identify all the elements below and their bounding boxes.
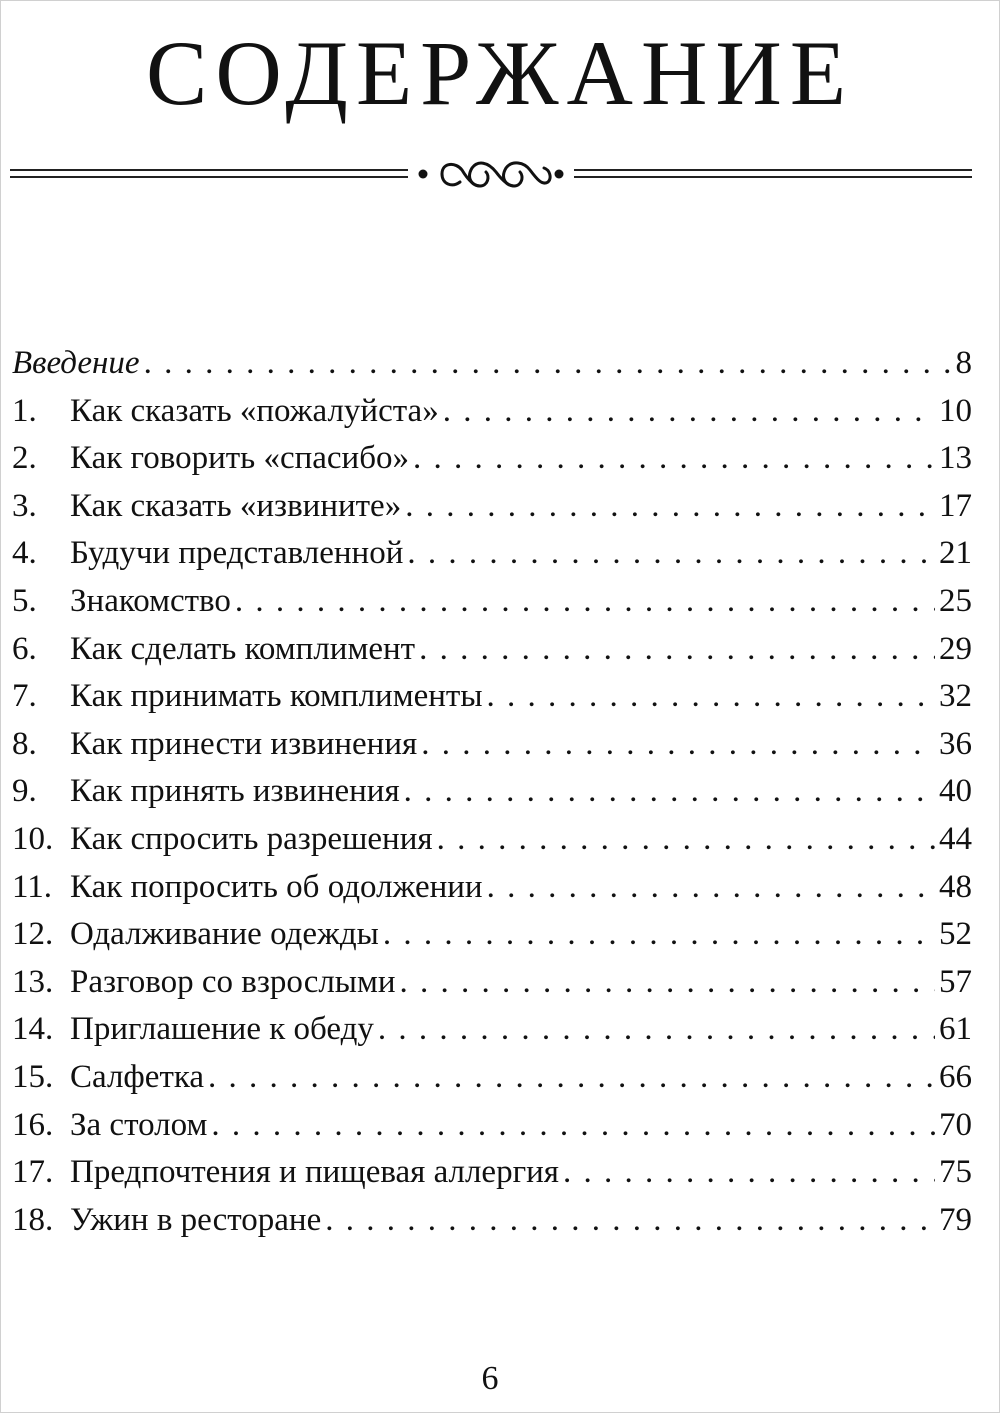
toc-entry-number: 16. <box>12 1106 54 1143</box>
toc-entry-number: 4. <box>12 535 37 572</box>
toc-entry-page: 70 <box>939 1106 972 1143</box>
toc-entry-title: Одалживание одежды <box>70 916 379 953</box>
toc-entry-page: 44 <box>939 820 972 857</box>
toc-dot-leader <box>487 864 935 912</box>
toc-entry-title: Разговор со взрослыми <box>70 963 396 1000</box>
toc-entry-intro[interactable] <box>12 340 972 388</box>
toc-dot-leader <box>378 1006 935 1054</box>
toc-dot-leader <box>235 578 935 626</box>
toc-entry-title: Салфетка <box>70 1058 205 1095</box>
toc-dot-leader <box>437 816 935 864</box>
toc-entry-page: 48 <box>939 868 972 905</box>
toc-entry[interactable] <box>12 768 972 816</box>
page-number: 6 <box>481 1360 499 1397</box>
toc-entry-page: 52 <box>939 916 972 953</box>
toc-dot-leader <box>563 1149 935 1197</box>
toc-entry-title: Приглашение к обеду <box>70 1011 374 1048</box>
page-title: СОДЕРЖАНИЕ <box>145 22 855 124</box>
flourish-divider-icon <box>10 156 972 196</box>
toc-entry-number: 15. <box>12 1058 54 1095</box>
toc-entry-number: 3. <box>12 487 37 524</box>
toc-entry-title: Как сказать «пожалуйста» <box>70 392 439 429</box>
toc-entry-title: Как сделать комплимент <box>70 630 416 667</box>
toc-entry[interactable] <box>12 578 972 626</box>
toc-entry-title: Как принести извинения <box>70 725 418 762</box>
toc-entry-number: 8. <box>12 725 37 762</box>
toc-entry-number: 17. <box>12 1154 54 1191</box>
toc-dot-leader <box>325 1197 935 1245</box>
toc-entry-number: 5. <box>12 582 37 619</box>
toc-entry-number: 1. <box>12 392 37 429</box>
toc-dot-leader <box>400 959 935 1007</box>
toc-dot-leader <box>421 721 935 769</box>
toc-entry-number: 13. <box>12 963 54 1000</box>
table-of-contents <box>12 340 972 1244</box>
toc-dot-leader <box>443 388 935 436</box>
toc-dot-leader <box>404 768 935 816</box>
toc-dot-leader <box>405 483 935 531</box>
toc-entry[interactable] <box>12 673 972 721</box>
toc-dot-leader <box>407 530 935 578</box>
toc-entry-title: Введение <box>12 345 140 381</box>
toc-entry-number: 18. <box>12 1201 54 1238</box>
toc-dot-leader <box>383 911 935 959</box>
toc-entry-title: Будучи представленной <box>70 535 404 572</box>
toc-entry-title: Предпочтения и пищевая аллергия <box>70 1154 559 1191</box>
toc-entry[interactable] <box>12 530 972 578</box>
toc-entry[interactable] <box>12 816 972 864</box>
toc-entry[interactable] <box>12 959 972 1007</box>
toc-entry-page: 8 <box>955 345 972 381</box>
toc-entry-page: 40 <box>939 773 972 810</box>
toc-dot-leader <box>208 1054 935 1102</box>
toc-entry-number: 6. <box>12 630 37 667</box>
toc-entry-title: Знакомство <box>70 582 231 619</box>
toc-dot-leader <box>419 626 935 674</box>
toc-entry-title: Ужин в ресторане <box>70 1201 322 1238</box>
toc-entry[interactable] <box>12 911 972 959</box>
toc-entry-number: 14. <box>12 1011 54 1048</box>
toc-entry-page: 75 <box>939 1154 972 1191</box>
toc-entry-page: 13 <box>939 440 972 477</box>
toc-entry[interactable] <box>12 1054 972 1102</box>
toc-entry[interactable] <box>12 1149 972 1197</box>
toc-entry-title: Как попросить об одолжении <box>70 868 483 905</box>
toc-entry-number: 9. <box>12 773 37 810</box>
toc-entry-number: 10. <box>12 820 54 857</box>
toc-entry-number: 7. <box>12 678 37 715</box>
toc-entry[interactable] <box>12 1006 972 1054</box>
toc-entry-page: 57 <box>939 963 972 1000</box>
toc-entry-page: 32 <box>939 678 972 715</box>
toc-entry-page: 25 <box>939 582 972 619</box>
toc-entry-title: Как спросить разрешения <box>70 820 433 857</box>
toc-entry-title: Как говорить «спасибо» <box>70 440 410 477</box>
toc-dot-leader <box>413 435 935 483</box>
toc-entry[interactable] <box>12 483 972 531</box>
toc-entry-page: 21 <box>939 535 972 572</box>
toc-entry-number: 12. <box>12 916 54 953</box>
toc-entry-page: 66 <box>939 1058 972 1095</box>
toc-entry-title: Как сказать «извините» <box>70 487 402 524</box>
toc-entry-title: За столом <box>70 1106 208 1143</box>
toc-entry[interactable] <box>12 864 972 912</box>
toc-entry-title: Как принимать комплименты <box>70 678 483 715</box>
toc-entry-page: 36 <box>939 725 972 762</box>
toc-entry[interactable] <box>12 721 972 769</box>
toc-entry-page: 61 <box>939 1011 972 1048</box>
toc-entry-title: Как принять извинения <box>70 773 400 810</box>
toc-entry-page: 17 <box>939 487 972 524</box>
toc-dot-leader <box>487 673 936 721</box>
toc-entry-page: 29 <box>939 630 972 667</box>
toc-entry[interactable] <box>12 626 972 674</box>
toc-entry-number: 2. <box>12 440 37 477</box>
toc-entry[interactable] <box>12 388 972 436</box>
toc-entry[interactable] <box>12 1102 972 1150</box>
toc-entry-number: 11. <box>12 868 53 905</box>
toc-entry[interactable] <box>12 1197 972 1245</box>
toc-dot-leader <box>211 1102 935 1150</box>
toc-entry[interactable] <box>12 435 972 483</box>
toc-dot-leader <box>144 340 952 388</box>
toc-entry-page: 79 <box>939 1201 972 1238</box>
toc-entry-page: 10 <box>939 392 972 429</box>
